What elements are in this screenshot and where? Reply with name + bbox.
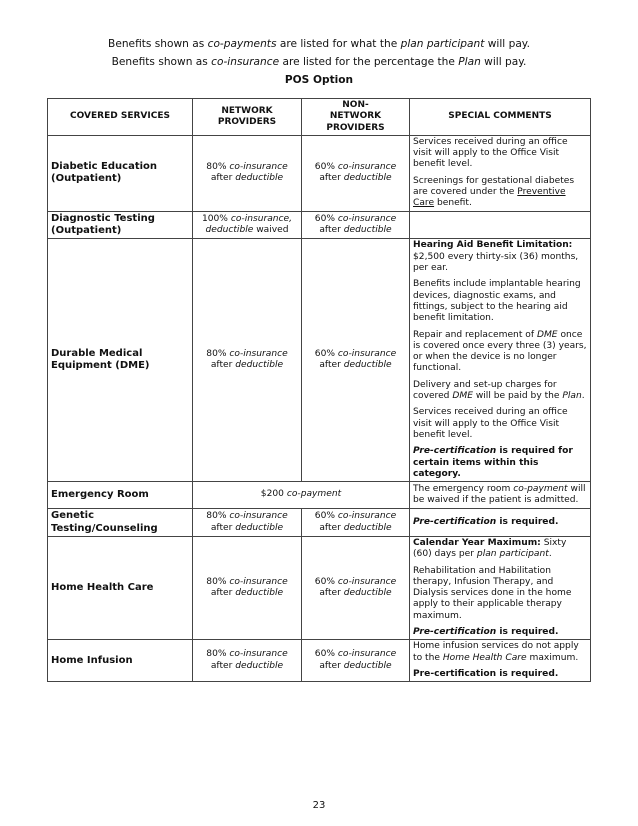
special-comments: Home infusion services do not apply to the Home Health Care maximum. Pre-certification is required.	[410, 640, 591, 682]
table-row	[48, 482, 591, 509]
table-row	[48, 640, 591, 682]
non-network-benefit: 60% co-insurance after deductible	[302, 640, 410, 682]
special-comments: Calendar Year Maximum: Sixty (60) days per plan participant. Rehabilitation and Habilitation therapy, Infusion Therapy, and Dialysis services done in the home apply to their applicable therapy maximum. Pre-certification is required.	[410, 536, 591, 639]
header-network-providers: NETWORK PROVIDERS	[193, 99, 302, 136]
network-benefit: 80% co-insurance after deductible	[193, 509, 302, 537]
header-non-network-providers: NON-NETWORK PROVIDERS	[302, 99, 410, 136]
table-row	[48, 509, 591, 537]
special-comments: Services received during an office visit will apply to the Office Visit benefit level. Screenings for gestational diabetes are covered under the Preventive Care benefit.	[410, 135, 591, 211]
intro-line-coinsurance: Benefits shown as co-insurance are listed for the percentage the Plan will pay.	[111, 56, 527, 68]
special-comments: Hearing Aid Benefit Limitation: $2,500 every thirty-six (36) months, per ear. Benefits include implantable hearing devices, diagnostic exams, and fittings, subject to the hearing aid benefit limitation. Repair and replacement of DME once is covered once every three (3) years, or when the device is no longer functional. Delivery and set-up charges for covered DME will be paid by the Plan. Services received during an office visit will apply to the Office Visit benefit level. Pre-certification is required for certain items within this category.	[410, 239, 591, 482]
service-name: Durable Medical Equipment (DME)	[48, 239, 193, 482]
service-name: Diagnostic Testing (Outpatient)	[48, 211, 193, 239]
service-name: Emergency Room	[48, 482, 193, 509]
table-header-row	[48, 99, 591, 136]
option-title: POS Option	[284, 74, 354, 86]
preventive-care-link[interactable]: Preventive Care	[413, 187, 566, 209]
non-network-benefit: 60% co-insurance after deductible	[302, 239, 410, 482]
table-row	[48, 211, 591, 239]
table-row	[48, 239, 591, 482]
table-row	[48, 536, 591, 639]
page-number: 23	[312, 800, 326, 811]
service-name: Home Infusion	[48, 640, 193, 682]
non-network-benefit: 60% co-insurance after deductible	[302, 135, 410, 211]
provider-benefit: $200 co-payment	[193, 482, 410, 509]
benefits-table	[47, 98, 591, 682]
table-row	[48, 135, 591, 211]
network-benefit: 80% co-insurance after deductible	[193, 640, 302, 682]
network-benefit: 80% co-insurance after deductible	[193, 239, 302, 482]
service-name: Home Health Care	[48, 536, 193, 639]
special-comments: Pre-certification is required.	[410, 509, 591, 537]
service-name: Diabetic Education (Outpatient)	[48, 135, 193, 211]
header-special-comments: SPECIAL COMMENTS	[410, 99, 591, 136]
network-benefit: 80% co-insurance after deductible	[193, 135, 302, 211]
non-network-benefit: 60% co-insurance after deductible	[302, 509, 410, 537]
service-name: Genetic Testing/Counseling	[48, 509, 193, 537]
special-comments: The emergency room co-payment will be waived if the patient is admitted.	[410, 482, 591, 509]
non-network-benefit: 60% co-insurance after deductible	[302, 536, 410, 639]
special-comments	[410, 211, 591, 239]
header-covered-services: COVERED SERVICES	[48, 99, 193, 136]
non-network-benefit: 60% co-insurance after deductible	[302, 211, 410, 239]
network-benefit: 100% co-insurance, deductible waived	[193, 211, 302, 239]
intro-line-copayments: Benefits shown as co-payments are listed for what the plan participant will pay.	[108, 38, 530, 50]
network-benefit: 80% co-insurance after deductible	[193, 536, 302, 639]
